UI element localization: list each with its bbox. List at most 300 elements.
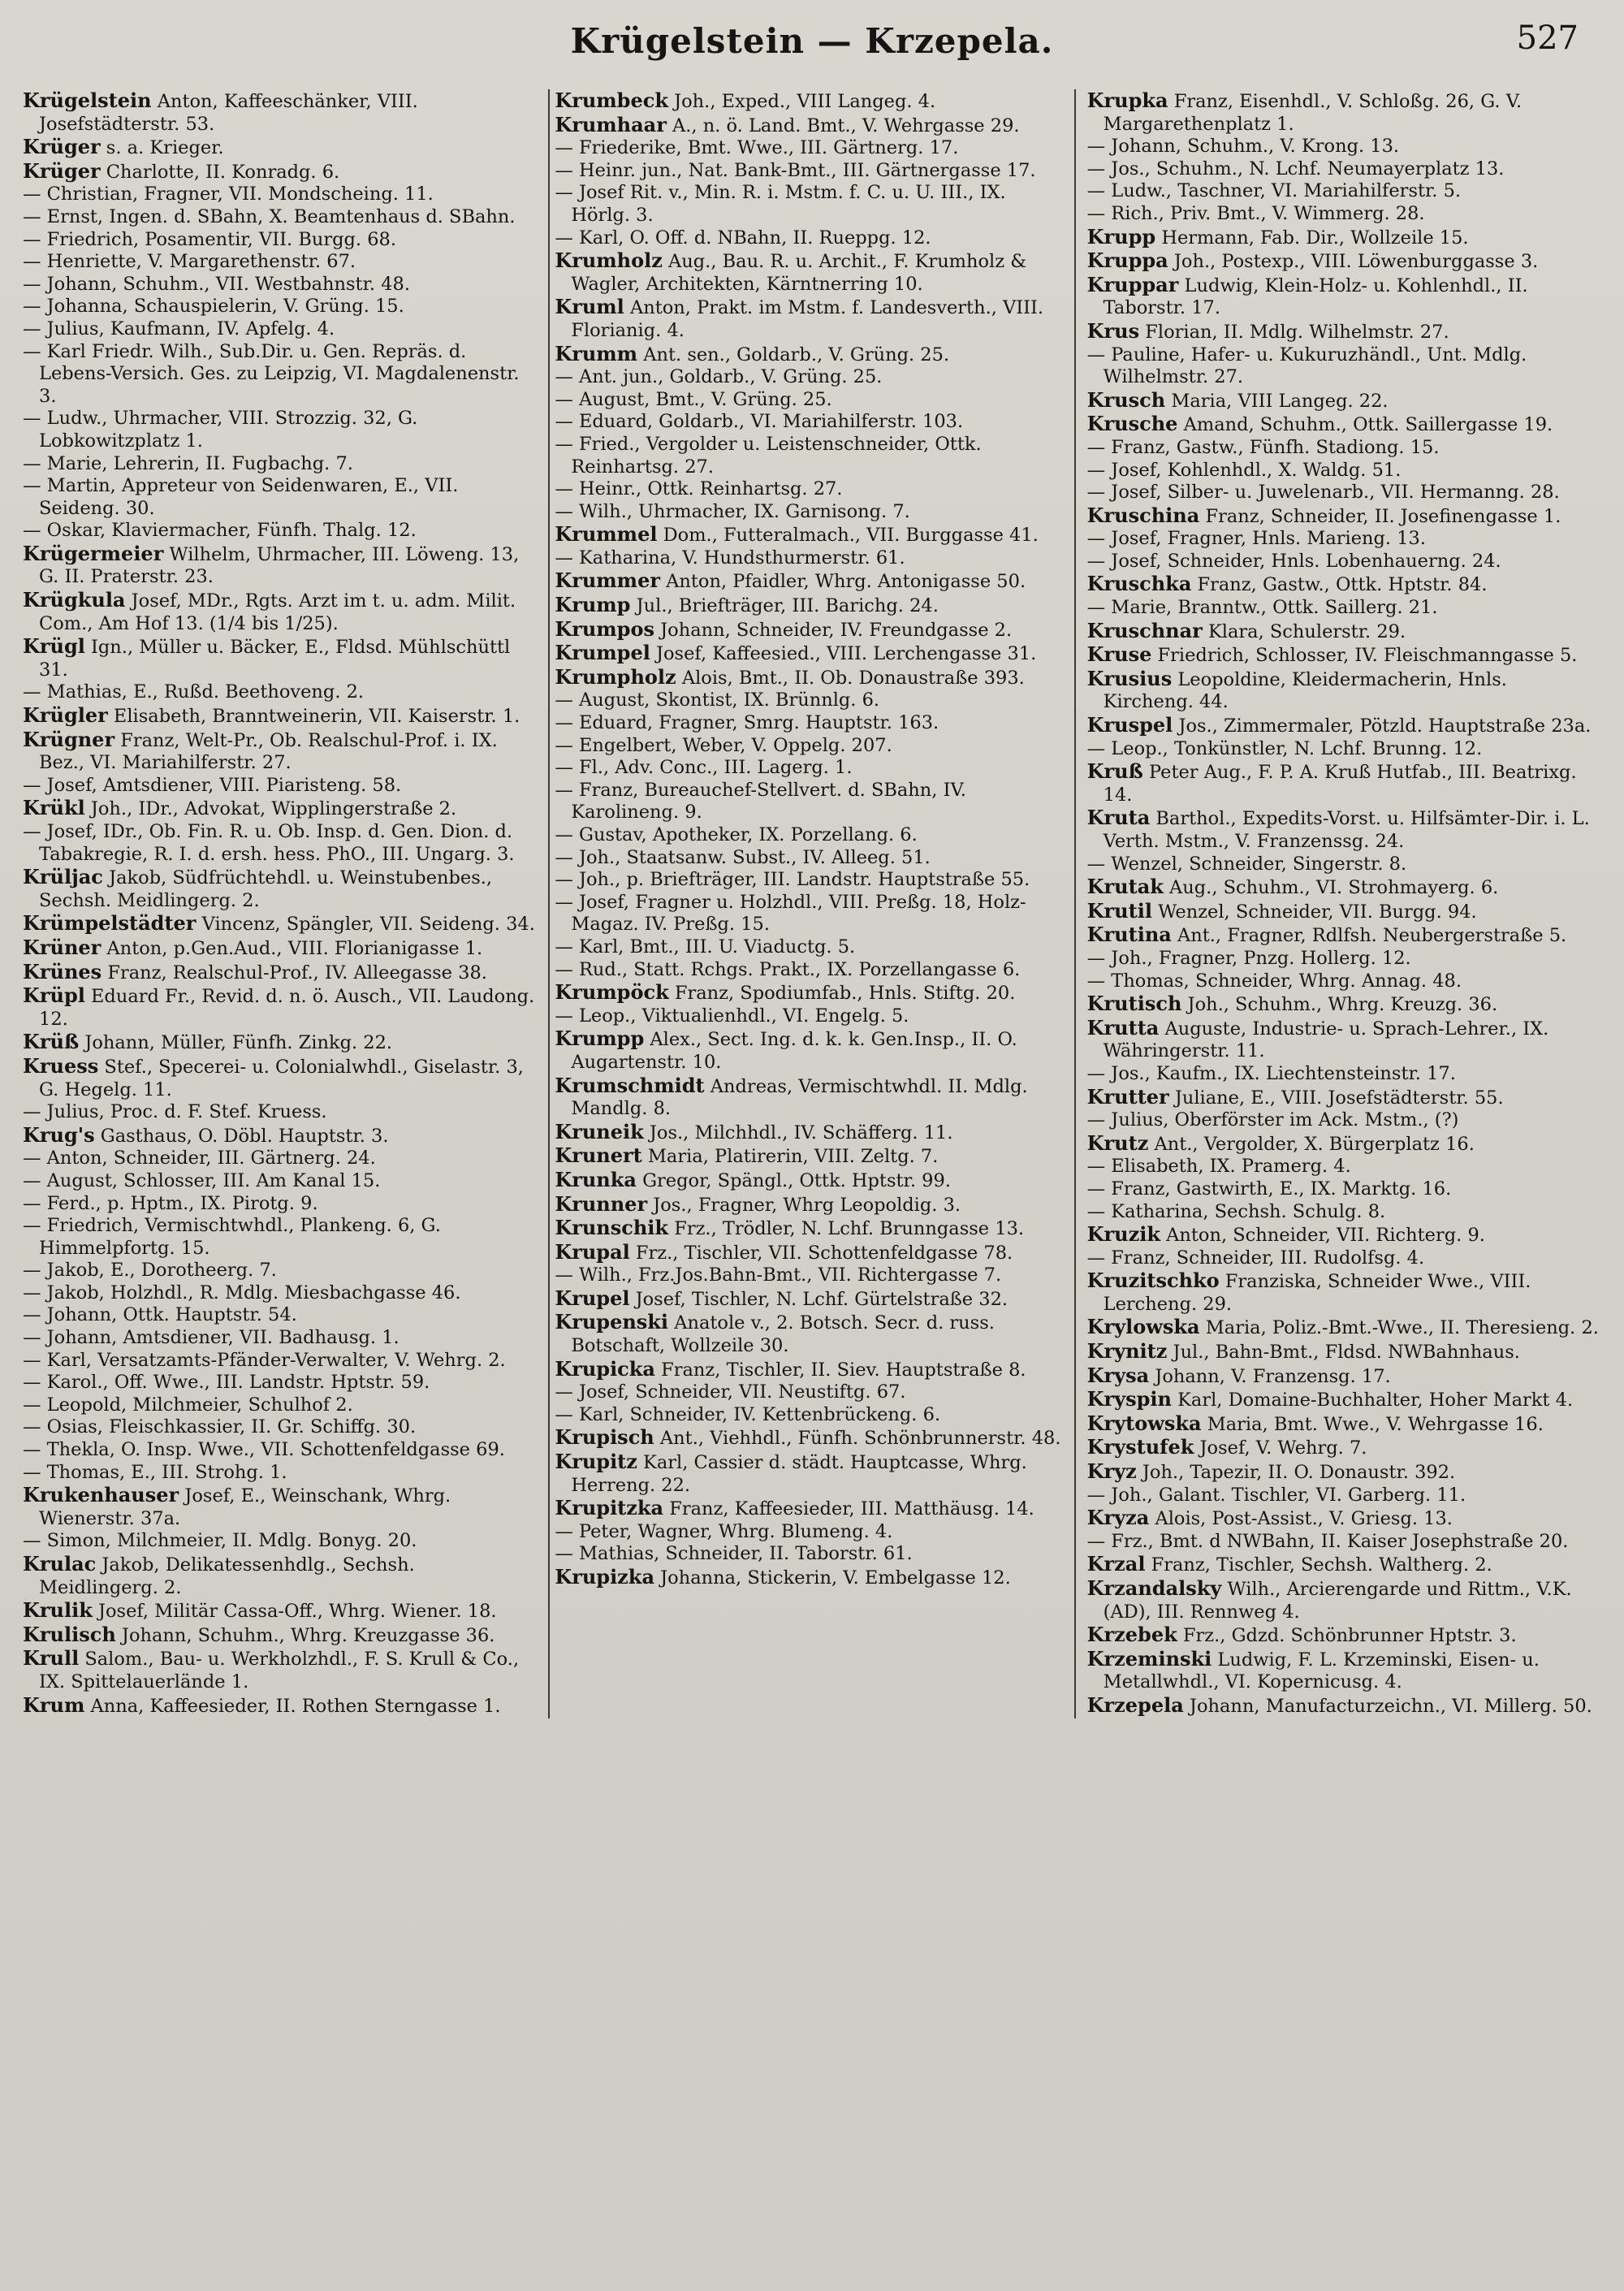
entry-details: Anton, Pfaidler, Whrg. Antonigasse 50. — [659, 571, 1026, 593]
entry-surname: Krutz — [1086, 1130, 1149, 1155]
entry-details: Gasthaus, O. Döbl. Hauptstr. 3. — [94, 1125, 389, 1147]
directory-entry — [23, 681, 537, 704]
entry-surname: Krüljac — [23, 865, 103, 889]
directory-entry — [555, 343, 1069, 367]
directory-entry — [23, 704, 537, 728]
entry-details: Jakob, Delikatessenhdlg., Sechsh. Meidlingerg. 2. — [39, 1554, 415, 1598]
entry-details: — Fried., Vergolder u. Leistenschneider, Ottk. Reinhartsg. 27. — [555, 433, 982, 478]
entry-surname: Krulisch — [23, 1622, 116, 1646]
entry-details: — Mathias, Schneider, II. Taborstr. 61. — [555, 1543, 913, 1565]
column-right — [1087, 89, 1601, 1718]
entry-surname: Kruess — [23, 1053, 99, 1078]
entry-details: — Julius, Proc. d. F. Stef. Kruess. — [23, 1101, 327, 1123]
entry-details: Ant., Fragner, Rdlfsh. Neubergerstraße 5. — [1171, 925, 1567, 947]
directory-entry — [1087, 1648, 1601, 1694]
directory-entry — [1087, 714, 1601, 738]
entry-details: — Osias, Fleischkassier, II. Gr. Schiffg. 30. — [23, 1416, 417, 1438]
directory-entry — [555, 296, 1069, 342]
entry-details: — Engelbert, Weber, V. Oppelg. 207. — [555, 734, 892, 756]
entry-surname: Krutil — [1086, 898, 1152, 923]
entry-details: Elisabeth, Branntweinerin, VII. Kaiserstr. 1. — [107, 706, 520, 728]
directory-entry — [23, 542, 537, 589]
entry-details: Franz, Spodiumfab., Hnls. Stiftg. 20. — [668, 983, 1016, 1005]
directory-entry — [555, 1521, 1069, 1544]
directory-entry — [1087, 597, 1601, 620]
entry-surname: Krupenski — [555, 1310, 669, 1334]
entry-details: — Franz, Gastw., Fünfh. Stadiong. 15. — [1086, 436, 1440, 458]
directory-entry — [1087, 1086, 1601, 1110]
entry-surname: Krzepela — [1086, 1692, 1184, 1717]
directory-entry — [23, 1101, 537, 1124]
entry-surname: Kruschina — [1086, 503, 1200, 527]
entry-surname: Krüger — [23, 135, 101, 159]
directory-entry — [23, 1304, 537, 1327]
entry-details: Frz., Tischler, VII. Schottenfeldgasse 78. — [629, 1242, 1013, 1264]
directory-entry — [1087, 1364, 1601, 1389]
entry-surname: Krunner — [555, 1191, 648, 1216]
entry-details: Frz., Gdzd. Schönbrunner Hptstr. 3. — [1177, 1625, 1517, 1647]
directory-entry — [1087, 806, 1601, 853]
entry-surname: Krull — [23, 1646, 80, 1671]
entry-surname: Krupisch — [555, 1425, 654, 1450]
entry-surname: Kruta — [1086, 806, 1151, 830]
directory-entry — [555, 1566, 1069, 1590]
entry-details: — Rich., Priv. Bmt., V. Wimmerg. 28. — [1086, 202, 1425, 224]
entry-details: — Karl Friedr. Wilh., Sub.Dir. u. Gen. Repräs. d. Lebens-Versich. Ges. zu Leipzig, VI. Magdalenenstr. 3. — [23, 340, 520, 407]
entry-details: Wilh., Arcierengarde und Rittm., V.K. (AD), III. Rennweg 4. — [1103, 1579, 1572, 1623]
directory-entry — [23, 797, 537, 821]
directory-entry — [1087, 992, 1601, 1017]
entry-details: Ign., Müller u. Bäcker, E., Fldsd. Mühlschüttl 31. — [39, 637, 511, 681]
entry-details: — Thomas, Schneider, Whrg. Annag. 48. — [1086, 970, 1462, 992]
directory-entry — [23, 1350, 537, 1372]
entry-surname: Krump — [555, 593, 631, 617]
directory-entry — [1087, 1388, 1601, 1412]
directory-entry — [555, 366, 1069, 389]
directory-entry — [555, 1121, 1069, 1145]
entry-surname: Krutisch — [1086, 992, 1182, 1016]
directory-entry — [23, 775, 537, 798]
entry-surname: Krupitz — [555, 1450, 637, 1474]
column-middle — [548, 89, 1075, 1718]
directory-entry — [23, 229, 537, 252]
directory-entry — [555, 501, 1069, 524]
entry-details: — Leop., Viktualienhdl., VI. Engelg. 5. — [555, 1005, 909, 1027]
directory-entry — [1087, 1223, 1601, 1247]
entry-details: Gregor, Spängl., Ottk. Hptstr. 99. — [636, 1169, 951, 1191]
directory-entry — [1087, 551, 1601, 573]
entry-details: Johann, V. Franzensg. 17. — [1149, 1365, 1391, 1387]
directory-entry — [555, 523, 1069, 547]
entry-details: — Josef, Schneider, VII. Neustiftg. 67. — [555, 1381, 906, 1403]
entry-details: Anna, Kaffeesieder, II. Rothen Sterngasse 1. — [84, 1695, 501, 1717]
directory-entry — [23, 184, 537, 206]
entry-details: Franz, Realschul-Prof., IV. Alleegasse 38. — [102, 962, 487, 983]
entry-details: Franz, Tischler, Sechsh. Waltherg. 2. — [1145, 1554, 1492, 1576]
entry-details: Karl, Cassier d. städt. Hauptcasse, Whrg. Herreng. 22. — [571, 1452, 1027, 1496]
directory-entry — [555, 1543, 1069, 1566]
entry-details: — Joh., p. Briefträger, III. Landstr. Hauptstraße 55. — [555, 869, 1030, 891]
directory-entry — [1087, 158, 1601, 181]
entry-surname: Krumpöck — [555, 980, 669, 1005]
directory-entry — [1087, 482, 1601, 504]
entry-details: Anton, Schneider, VII. Richterg. 9. — [1160, 1225, 1485, 1247]
entry-details: Ant., Viehhdl., Fünfh. Schönbrunnerstr. 48. — [654, 1428, 1061, 1450]
entry-surname: Krylowska — [1086, 1315, 1200, 1339]
entry-details: Juliane, E., VIII. Josefstädterstr. 55. — [1168, 1087, 1504, 1109]
directory-entry — [23, 206, 537, 229]
directory-entry — [23, 1372, 537, 1394]
entry-surname: Krügl — [23, 634, 85, 659]
entry-surname: Krüpl — [23, 983, 85, 1008]
entry-details: Maria, Platirerin, VIII. Zeltg. 7. — [641, 1146, 939, 1168]
entry-details: — Josef, Kohlenhdl., X. Waldg. 51. — [1086, 459, 1402, 481]
entry-details: — Joh., Staatsanw. Subst., IV. Alleeg. 51. — [555, 846, 931, 868]
entry-details: Joh., Exped., VIII Langeg. 4. — [667, 91, 936, 112]
entry-surname: Krügkula — [23, 588, 126, 612]
directory-entry — [23, 136, 537, 160]
directory-entry — [23, 984, 537, 1031]
directory-entry — [1087, 1132, 1601, 1156]
entry-details: — Karl, Schneider, IV. Kettenbrückeng. 6. — [555, 1403, 941, 1425]
entry-surname: Krusche — [1086, 412, 1178, 436]
directory-entry — [1087, 1694, 1601, 1718]
directory-entry — [23, 1148, 537, 1170]
entry-details: Aug., Bau. R. u. Archit., F. Krumholz & Wagler, Architekten, Kärntnerring 10. — [571, 251, 1027, 295]
entry-details: — Frz., Bmt. d NWBahn, II. Kaiser Josephstraße 20. — [1086, 1530, 1569, 1552]
entry-details: Salom., Bau- u. Werkholzhdl., F. S. Krull & Co., IX. Spittelauerlände 1. — [39, 1649, 520, 1692]
entry-details: — August, Bmt., V. Grüng. 25. — [555, 388, 832, 410]
entry-details: Johann, Manufacturzeichn., VI. Millerg. 50. — [1183, 1695, 1592, 1717]
directory-entry — [1087, 1623, 1601, 1648]
entry-details: Jakob, Südfrüchtehdl. u. Weinstubenbes., Sechsh. Meidlingerg. 2. — [39, 867, 493, 911]
entry-details: — Wilh., Frz.Jos.Bahn-Bmt., VII. Richtergasse 7. — [555, 1264, 1002, 1286]
entry-surname: Kryz — [1086, 1459, 1137, 1484]
entry-details: Johann, Schneider, IV. Freundgasse 2. — [654, 619, 1013, 641]
entry-details: Vincenz, Spängler, VII. Seideng. 34. — [196, 914, 535, 936]
entry-details: — Rud., Statt. Rchgs. Prakt., IX. Porzellangasse 6. — [555, 958, 1021, 980]
entry-surname: Krummer — [555, 568, 660, 593]
directory-entry — [1087, 1109, 1601, 1132]
directory-entry — [555, 780, 1069, 824]
entry-details: — Johann, Schuhm., VII. Westbahnstr. 48. — [23, 273, 410, 295]
entry-details: — Ludw., Taschner, VI. Mariahilferstr. 5. — [1086, 180, 1462, 202]
directory-entry — [23, 1055, 537, 1101]
directory-entry — [555, 1074, 1069, 1121]
directory-entry — [1087, 1247, 1601, 1270]
entry-surname: Krytowska — [1086, 1411, 1202, 1435]
entry-details: Charlotte, II. Konradg. 6. — [100, 161, 340, 183]
entry-surname: Krumpp — [555, 1027, 645, 1051]
directory-entry — [555, 249, 1069, 296]
directory-entry — [1087, 620, 1601, 644]
directory-entry — [1087, 226, 1601, 250]
directory-entry — [555, 1450, 1069, 1497]
directory-entry — [23, 1647, 537, 1693]
directory-entry — [555, 1241, 1069, 1265]
directory-entry — [555, 824, 1069, 847]
entry-details: — Martin, Appreteur von Seidenwaren, E., VII. Seideng. 30. — [23, 475, 459, 519]
directory-entry — [23, 1124, 537, 1148]
directory-entry — [1087, 1063, 1601, 1086]
entry-surname: Kruppa — [1086, 249, 1168, 273]
entry-details: — Wenzel, Schneider, Singerstr. 8. — [1086, 853, 1407, 875]
directory-entry — [555, 712, 1069, 735]
entry-details: Franz, Schneider, II. Josefinengasse 1. — [1199, 505, 1561, 527]
directory-entry — [555, 757, 1069, 780]
page-number: 527 — [1516, 19, 1579, 57]
entry-details: — Elisabeth, IX. Pramerg. 4. — [1086, 1156, 1351, 1178]
entry-details: — Josef, Fragner u. Holzhdl., VIII. Preßg. 18, Holz-Magaz. IV. Preßg. 15. — [555, 891, 1026, 936]
directory-entry — [1087, 437, 1601, 460]
entry-surname: Krutta — [1086, 1015, 1160, 1040]
entry-surname: Krumpholz — [555, 664, 676, 689]
entry-details: — Jos., Kaufm., IX. Liechtensteinstr. 17. — [1086, 1062, 1456, 1084]
directory-entry — [1087, 1577, 1601, 1623]
entry-details: Jul., Briefträger, III. Barichg. 24. — [630, 595, 939, 617]
directory-entry — [1087, 1460, 1601, 1485]
entry-surname: Krusch — [1086, 387, 1166, 412]
entry-details: Jos., Milchhdl., IV. Schäfferg. 11. — [643, 1122, 953, 1143]
directory-entry — [23, 821, 537, 866]
entry-details: — Joh., Galant. Tischler, VI. Garberg. 11. — [1086, 1484, 1466, 1506]
entry-details: — Heinr., Ottk. Reinhartsg. 27. — [555, 478, 843, 500]
entry-details: Franz, Eisenhdl., V. Schloßg. 26, G. V. Margarethenplatz 1. — [1103, 91, 1522, 135]
entry-details: Alois, Post-Assist., V. Griesg. 13. — [1149, 1508, 1453, 1530]
entry-details: — Friedrich, Posamentir, VII. Burgg. 68. — [23, 228, 396, 250]
entry-details: Joh., Schuhm., Whrg. Kreuzg. 36. — [1181, 994, 1498, 1016]
directory-entry — [23, 912, 537, 936]
entry-surname: Krupitzka — [555, 1496, 664, 1520]
directory-entry — [555, 1169, 1069, 1193]
directory-entry — [23, 1260, 537, 1282]
entry-surname: Krutak — [1086, 875, 1164, 899]
entry-details: — Joh., Fragner, Pnzg. Hollerg. 12. — [1086, 947, 1411, 969]
entry-details: Hermann, Fab. Dir., Wollzeile 15. — [1155, 227, 1469, 249]
entry-surname: Krügner — [23, 727, 115, 751]
entry-surname: Krzal — [1086, 1552, 1146, 1576]
entry-details: Josef, Militär Cassa-Off., Whrg. Wiener. 18. — [92, 1601, 497, 1623]
entry-details: — Heinr. jun., Nat. Bank-Bmt., III. Gärtnergasse 17. — [555, 159, 1036, 181]
entry-surname: Krynitz — [1086, 1339, 1168, 1364]
entry-details: Peter Aug., F. P. A. Kruß Hutfab., III. Beatrixg. 14. — [1103, 762, 1577, 806]
entry-surname: Kruß — [1086, 759, 1143, 784]
directory-entry — [1087, 1269, 1601, 1316]
entry-surname: Krupal — [555, 1239, 630, 1264]
entry-surname: Krutter — [1086, 1084, 1169, 1109]
directory-entry — [1087, 643, 1601, 668]
directory-entry — [1087, 970, 1601, 993]
entry-surname: Krzeminski — [1086, 1646, 1212, 1671]
directory-entry — [1087, 203, 1601, 226]
entry-surname: Krulik — [23, 1598, 93, 1623]
entry-details: — Pauline, Hafer- u. Kukuruzhändl., Unt. Mdlg. Wilhelmstr. 27. — [1086, 344, 1527, 388]
directory-entry — [555, 594, 1069, 618]
directory-entry — [23, 961, 537, 985]
entry-details: Josef, E., Weinschank, Whrg. Wienerstr. 37a. — [39, 1485, 451, 1529]
entry-details: Auguste, Industrie- u. Sprach-Lehrer., IX. Währingerstr. 11. — [1103, 1018, 1549, 1062]
entry-details: — Mathias, E., Rußd. Beethoveng. 2. — [23, 681, 365, 703]
entry-details: Leopoldine, Kleidermacherin, Hnls. Kircheng. 44. — [1103, 668, 1507, 713]
entry-details: Josef, V. Wehrg. 7. — [1194, 1437, 1367, 1459]
directory-entry — [23, 296, 537, 318]
directory-entry — [1087, 136, 1601, 158]
directory-entry — [555, 735, 1069, 758]
directory-entry — [555, 959, 1069, 982]
directory-entry — [1087, 948, 1601, 970]
entry-details: Johann, Müller, Fünfh. Zinkg. 22. — [79, 1032, 393, 1054]
entry-details: Joh., Postexp., VIII. Löwenburggasse 3. — [1168, 251, 1539, 273]
directory-entry — [555, 569, 1069, 594]
entry-details: Karl, Domaine-Buchhalter, Hoher Markt 4. — [1171, 1390, 1574, 1411]
directory-entry — [555, 981, 1069, 1005]
page-header — [23, 15, 1601, 89]
directory-entry — [1087, 1017, 1601, 1063]
entry-details: — Josef, Fragner, Hnls. Marieng. 13. — [1086, 528, 1427, 550]
entry-details: — Johann, Ottk. Hauptstr. 54. — [23, 1304, 297, 1326]
directory-entry — [555, 227, 1069, 250]
entry-details: Anatole v., 2. Botsch. Secr. d. russ. Botschaft, Wollzeile 30. — [571, 1312, 995, 1357]
directory-entry — [23, 160, 537, 184]
directory-entry — [555, 642, 1069, 666]
directory-entry — [555, 89, 1069, 114]
directory-entry — [555, 936, 1069, 959]
entry-surname: Krunschik — [555, 1216, 669, 1240]
entry-details: s. a. Krieger. — [100, 137, 224, 159]
entry-details: Joh., Tapezir, II. O. Donaustr. 392. — [1136, 1462, 1456, 1484]
entry-details: Anton, p.Gen.Aud., VIII. Florianigasse 1. — [101, 937, 483, 959]
entry-details: Franziska, Schneider Wwe., VIII. Lercheng. 29. — [1103, 1271, 1531, 1315]
directory-entry — [23, 936, 537, 961]
entry-details: Jos., Zimmermaler, Pötzld. Hauptstraße 23a. — [1173, 715, 1592, 737]
entry-details: — Marie, Branntw., Ottk. Saillerg. 21. — [1086, 597, 1438, 619]
entry-surname: Kryspin — [1086, 1387, 1172, 1411]
entry-surname: Krupicka — [555, 1356, 655, 1381]
entry-details: Maria, Poliz.-Bmt.-Wwe., II. Theresieng. 2. — [1199, 1317, 1599, 1339]
entry-details: Jos., Fragner, Whrg Leopoldig. 3. — [647, 1194, 961, 1216]
directory-entry — [555, 869, 1069, 892]
entry-details: — Josef, Schneider, Hnls. Lobenhauerng. 24. — [1086, 550, 1501, 572]
entry-surname: Krunert — [555, 1143, 642, 1168]
entry-details: Franz, Welt-Pr., Ob. Realschul-Prof. i. IX. Bez., VI. Mariahilferstr. 27. — [39, 729, 498, 774]
entry-details: — Peter, Wagner, Whrg. Blumeng. 4. — [555, 1520, 893, 1542]
directory-entry — [23, 1599, 537, 1623]
directory-entry — [555, 1144, 1069, 1169]
directory-entry — [555, 114, 1069, 138]
directory-entry — [23, 1170, 537, 1193]
entry-details: Johann, Schuhm., Whrg. Kreuzgasse 36. — [115, 1624, 495, 1646]
entry-surname: Krupp — [1086, 224, 1156, 249]
entry-details: Klara, Schulerstr. 29. — [1202, 620, 1406, 642]
running-title: Krügelstein — Krzepela. — [570, 21, 1054, 61]
entry-surname: Krümpelstädter — [23, 911, 197, 936]
entry-details: — Josef, Silber- u. Juwelenarb., VII. Hermanng. 28. — [1086, 482, 1560, 504]
directory-entry — [555, 1027, 1069, 1074]
directory-entry — [1087, 1340, 1601, 1364]
entry-details: — Henriette, V. Margarethenstr. 67. — [23, 251, 356, 273]
entry-details: — Marie, Lehrerin, II. Fugbachg. 7. — [23, 452, 353, 474]
entry-surname: Krüger — [23, 158, 101, 183]
directory-entry — [1087, 528, 1601, 551]
entry-details: Wenzel, Schneider, VII. Burgg. 94. — [1151, 901, 1477, 923]
directory-entry — [555, 411, 1069, 434]
entry-details: — Ernst, Ingen. d. SBahn, X. Beamtenhaus d. SBahn. — [23, 205, 516, 227]
directory-entry — [1087, 573, 1601, 597]
directory-entry — [555, 1005, 1069, 1028]
directory-entry — [23, 1394, 537, 1417]
entry-details: Dom., Futteralmach., VII. Burggasse 41. — [657, 525, 1039, 547]
directory-entry — [23, 1416, 537, 1439]
directory-entry — [1087, 668, 1601, 714]
entry-details: — Franz, Gastwirth, E., IX. Marktg. 16. — [1086, 1178, 1452, 1200]
directory-entry — [555, 689, 1069, 712]
entry-details: — Wilh., Uhrmacher, IX. Garnisong. 7. — [555, 500, 910, 522]
entry-details: Frz., Trödler, N. Lchf. Brunngasse 13. — [668, 1218, 1025, 1240]
directory-entry — [555, 478, 1069, 501]
entry-surname: Krusius — [1086, 666, 1173, 690]
entry-details: Barthol., Expedits-Vorst. u. Hilfsämter-Dir. i. L. Verth. Mstm., V. Franzenssg. 24. — [1103, 808, 1590, 852]
entry-surname: Krumpel — [555, 641, 650, 665]
entry-details: — Jakob, E., Dorotheerg. 7. — [23, 1260, 277, 1282]
entry-surname: Kruschka — [1086, 572, 1192, 596]
directory-entry — [23, 475, 537, 520]
directory-entry — [1087, 1531, 1601, 1554]
entry-surname: Krupka — [1086, 89, 1168, 112]
entry-surname: Krum — [23, 1692, 85, 1717]
entry-details: — Josef Rit. v., Min. R. i. Mstm. f. C. u. U. III., IX. Hörlg. 3. — [555, 182, 1006, 226]
entry-details: Maria, Bmt. Wwe., V. Wehrgasse 16. — [1201, 1413, 1544, 1435]
directory-entry — [23, 635, 537, 681]
entry-details: — Eduard, Fragner, Smrg. Hauptstr. 163. — [555, 712, 939, 734]
entry-details: — Jos., Schuhm., N. Lchf. Neumayerplatz 13. — [1086, 158, 1505, 179]
entry-details: Josef, MDr., Rgts. Arzt im t. u. adm. Milit. Com., Am Hof 13. (1/4 bis 1/25). — [39, 590, 516, 634]
entry-surname: Kryza — [1086, 1506, 1150, 1530]
entry-details: — Christian, Fragner, VII. Mondscheing. 11. — [23, 184, 434, 205]
entry-details: — Friedrich, Vermischtwhdl., Plankeng. 6, G. Himmelpfortg. 15. — [23, 1215, 441, 1259]
entry-details: Ant., Vergolder, X. Bürgerplatz 16. — [1148, 1133, 1475, 1155]
entry-details: — Simon, Milchmeier, II. Mdlg. Bonyg. 20. — [23, 1530, 417, 1552]
directory-entry — [555, 666, 1069, 690]
directory-entry — [1087, 738, 1601, 761]
entry-details: Anton, Kaffeeschänker, VIII. Josefstädterstr. 53. — [39, 91, 418, 135]
directory-entry — [23, 1031, 537, 1055]
entry-details: Franz, Tischler, II. Siev. Hauptstraße 8. — [654, 1359, 1026, 1381]
entry-surname: Krüß — [23, 1030, 80, 1054]
directory-entry — [555, 434, 1069, 478]
entry-surname: Krumpos — [555, 616, 654, 641]
entry-details: — Leopold, Milchmeier, Schulhof 2. — [23, 1394, 353, 1416]
entry-details: — Franz, Schneider, III. Rudolfsg. 4. — [1086, 1247, 1425, 1269]
entry-surname: Kruse — [1086, 642, 1152, 667]
entry-surname: Krumschmidt — [555, 1073, 705, 1097]
directory-entry — [1087, 1485, 1601, 1507]
entry-details: — Josef, Amtsdiener, VIII. Piaristeng. 58. — [23, 774, 402, 796]
entry-surname: Krukenhauser — [23, 1483, 179, 1507]
directory-entry — [23, 274, 537, 296]
entry-details: — Johann, Schuhm., V. Krong. 13. — [1086, 136, 1400, 158]
directory-entry — [1087, 344, 1601, 389]
entry-surname: Krulac — [23, 1552, 97, 1576]
directory-entry — [1087, 1201, 1601, 1224]
entry-surname: Kruml — [555, 295, 624, 319]
entry-surname: Krutina — [1086, 923, 1172, 947]
entry-details: Maria, VIII Langeg. 22. — [1165, 390, 1389, 412]
entry-details: — Josef, IDr., Ob. Fin. R. u. Ob. Insp. d. Gen. Dion. d. Tabakregie, R. I. d. ersh. hess. PhO., III. Ungarg. 3. — [23, 821, 515, 865]
directory-entry — [23, 251, 537, 274]
entry-details: — Ludw., Uhrmacher, VIII. Strozzig. 32, G. Lobkowitzplatz 1. — [23, 408, 418, 452]
directory-entry — [23, 866, 537, 912]
entry-details: Aug., Schuhm., VI. Strohmayerg. 6. — [1163, 877, 1499, 899]
